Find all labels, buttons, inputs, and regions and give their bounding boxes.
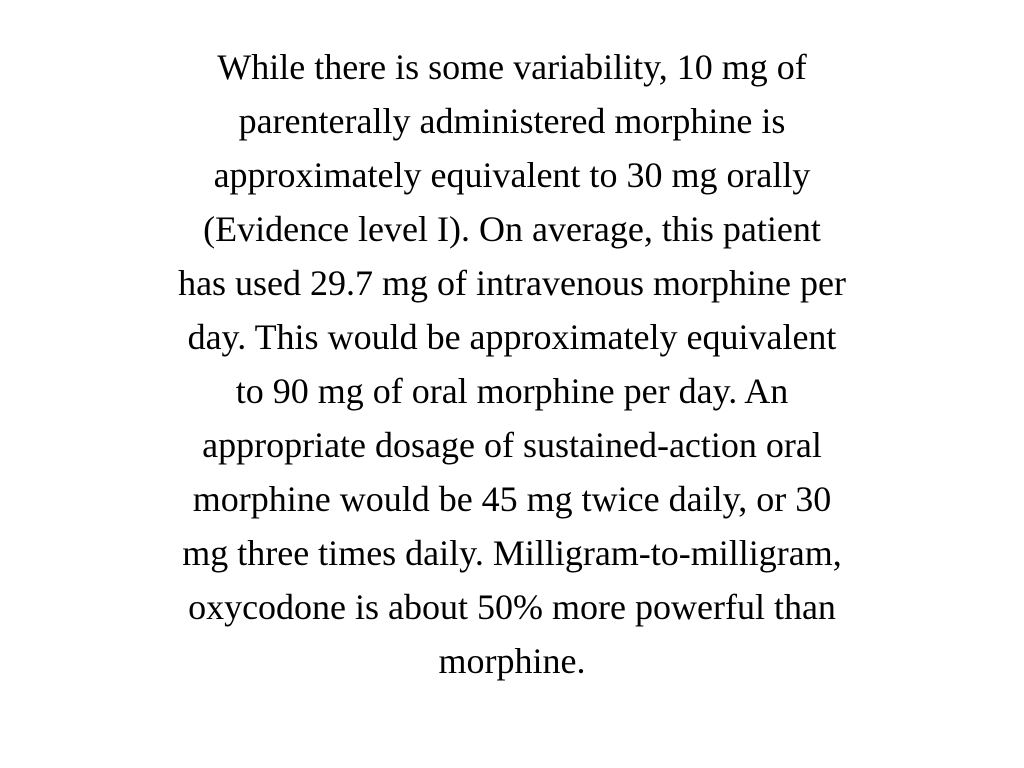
text-line-10: mg three times daily. Milligram-to-milligram, xyxy=(182,533,842,573)
text-line-9: morphine would be 45 mg twice daily, or 30 xyxy=(192,479,832,519)
text-line-3: approximately equivalent to 30 mg orally xyxy=(213,155,811,195)
slide-body-text xyxy=(70,40,954,688)
text-line-5: has used 29.7 mg of intravenous morphine per xyxy=(178,263,846,303)
text-line-11: oxycodone is about 50% more powerful than xyxy=(188,587,836,627)
text-line-6: day. This would be approximately equivalent xyxy=(187,317,837,357)
text-line-1: While there is some variability, 10 mg of xyxy=(217,47,807,87)
text-line-2: parenterally administered morphine is xyxy=(238,101,786,141)
text-line-7: to 90 mg of oral morphine per day. An xyxy=(235,371,789,411)
text-line-8: appropriate dosage of sustained-action oral xyxy=(202,425,822,465)
text-line-4: (Evidence level I). On average, this patient xyxy=(203,209,821,249)
text-line-12: morphine. xyxy=(438,641,586,681)
